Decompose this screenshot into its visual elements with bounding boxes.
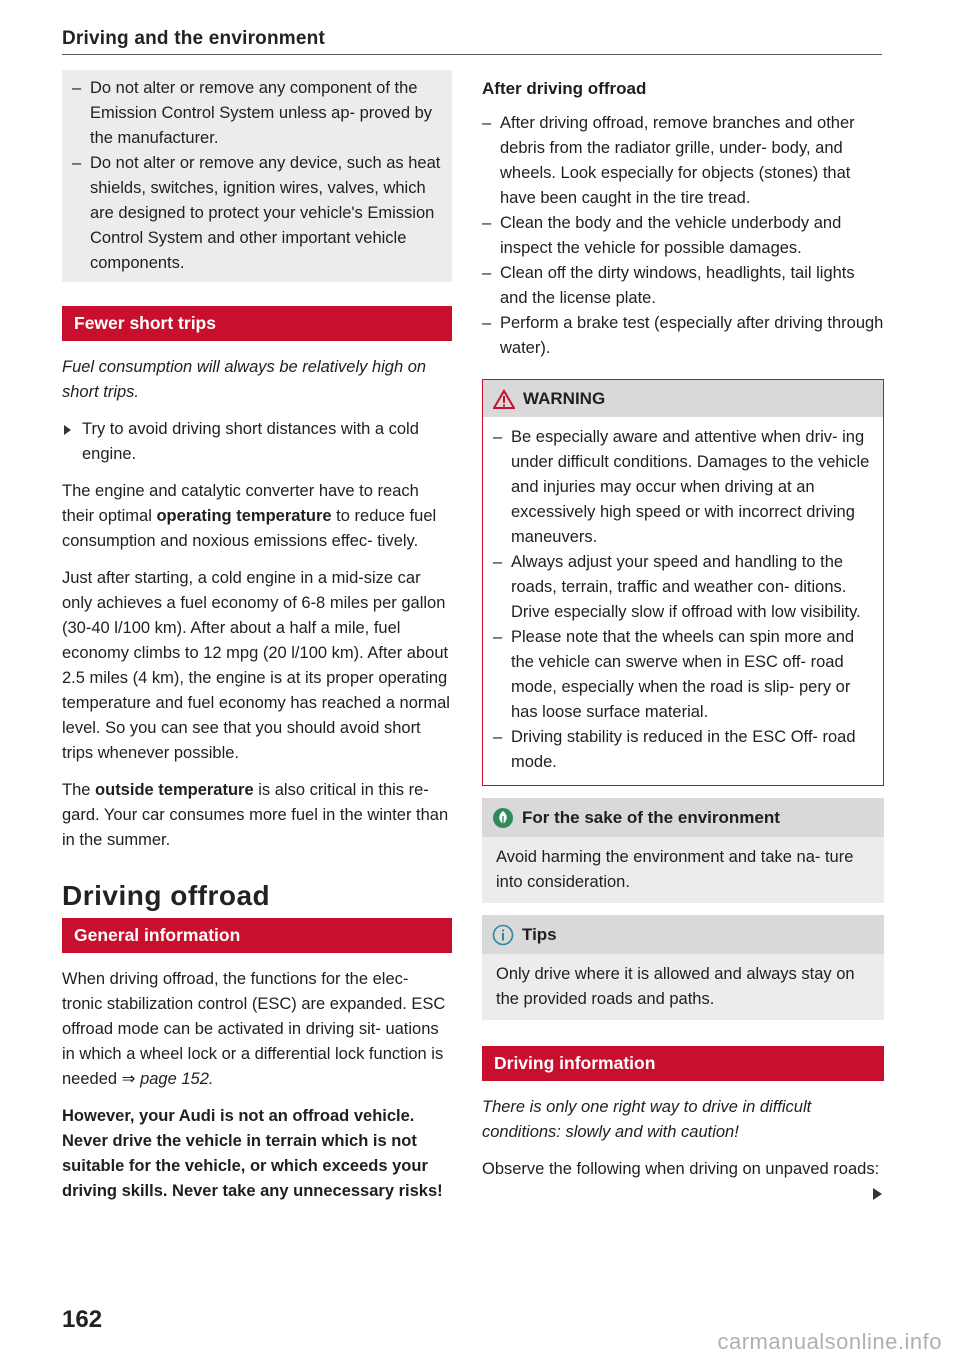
- header-rule: [62, 54, 882, 55]
- bold-warning-paragraph: However, your Audi is not an offroad vehicle. Never drive the vehicle in terrain which is not suitable for the vehicle, or which exceeds your driving skills. Never take any unnecessary risks!: [62, 1107, 443, 1200]
- info-icon: [492, 924, 514, 946]
- warning-header: [483, 380, 883, 417]
- action-text: Try to avoid driving short distances with a cold engine.: [82, 420, 419, 463]
- list-item: – Clean the body and the vehicle underbody and inspect the vehicle for possible damages.: [482, 211, 884, 261]
- paragraph-outside-temp: [62, 778, 452, 853]
- list-item: – Be especially aware and attentive when driv- ing under difficult conditions. Damages to the vehicle and injuries may occur when driving at an excessively high speed or with incorrect driving maneuvers.: [493, 425, 873, 550]
- section-heading-general-information: General information: [62, 918, 452, 953]
- bold-term: outside temperature: [95, 781, 254, 799]
- after-offroad-list: [482, 111, 884, 361]
- environment-note-title: For the sake of the environment: [522, 808, 780, 827]
- section-heading-fewer-short-trips: Fewer short trips: [62, 306, 452, 341]
- tips-box: [482, 915, 884, 1020]
- page-reference-link[interactable]: ⇒ page 152.: [121, 1070, 214, 1088]
- watermark-text: carmanualsonline.info: [717, 1329, 942, 1354]
- page-section-title: Driving and the environment: [62, 28, 325, 49]
- action-arrow-icon: [64, 425, 71, 435]
- environment-leaf-icon: [492, 807, 514, 829]
- list-item: – Do not alter or remove any component of the Emission Control System unless ap- proved by the manufacturer.: [72, 76, 442, 151]
- warning-body: [483, 417, 883, 785]
- list-item: – After driving offroad, remove branches and other debris from the radiator grille, under- body, and wheels. Look especially for objects (stones) that have been caught in the tire tread.: [482, 111, 884, 211]
- list-item: – Always adjust your speed and handling to the roads, terrain, traffic and weather con- ditions. Drive especially slow if offroad with low visibility.: [493, 550, 873, 625]
- tips-header: [482, 915, 884, 954]
- text: to reduce fuel consumption and noxious emissions effec- tively.: [62, 507, 437, 550]
- tips-text: Only drive where it is allowed and always stay on the provided roads and paths.: [496, 965, 855, 1008]
- text: When driving offroad, the functions for the elec- tronic stabilization control (ESC) are expanded. ESC offroad mode can be activated in driving sit- uations in which a wheel lock or a differential lock function is needed: [62, 970, 446, 1088]
- section-heading-driving-information: Driving information: [482, 1046, 884, 1081]
- environment-note-header: [482, 798, 884, 837]
- warning-triangle-icon: [493, 389, 515, 409]
- paragraph-esc: [62, 967, 452, 1092]
- list-item: – Clean off the dirty windows, headlights, tail lights and the license plate.: [482, 261, 884, 311]
- list-item: – Do not alter or remove any device, such as heat shields, switches, ignition wires, valves, which are designed to protect your vehicle's Emission Control System and other important vehicle components.: [72, 151, 442, 276]
- chapter-title-driving-offroad: Driving offroad: [62, 880, 271, 911]
- environment-note-text: Avoid harming the environment and take na- ture into consideration.: [496, 848, 854, 891]
- intro-text: Fuel consumption will always be relatively high on short trips.: [62, 358, 427, 401]
- emission-notice-box: [62, 70, 452, 282]
- text: The: [62, 781, 96, 799]
- paragraph-operating-temp: [62, 479, 452, 554]
- action-step: [62, 417, 452, 467]
- bold-term: operating temperature: [156, 507, 332, 525]
- warning-title: WARNING: [523, 389, 606, 408]
- list-item: – Driving stability is reduced in the ESC Off- road mode.: [493, 725, 873, 775]
- right-column: [482, 70, 884, 1194]
- paragraph-fuel-economy: Just after starting, a cold engine in a mid-size car only achieves a fuel economy of 6-8 miles per gallon (30-40 l/100 km). After about a half a mile, fuel economy climbs to 12 mpg (20 l/100 km). After about 2.5 miles (4 km), the engine is at its proper operating temperature and fuel economy has reached a normal level. So you can see that you should avoid short trips whenever possible.: [62, 569, 450, 762]
- subheading-after-driving-offroad: After driving offroad: [482, 79, 647, 98]
- warning-box: [482, 379, 884, 786]
- tips-title: Tips: [522, 925, 557, 944]
- list-item: – Please note that the wheels can spin more and the vehicle can swerve when in ESC off- road mode, especially when the road is slip- pery or has loose surface material.: [493, 625, 873, 725]
- left-column: [62, 70, 452, 1216]
- driving-info-intro: There is only one right way to drive in difficult conditions: slowly and with caution!: [482, 1098, 812, 1141]
- page-number: 162: [62, 1306, 103, 1333]
- list-item: – Perform a brake test (especially after driving through water).: [482, 311, 884, 361]
- environment-note-box: [482, 798, 884, 903]
- driving-info-text: Observe the following when driving on unpaved roads:: [482, 1160, 880, 1178]
- warning-list: [493, 425, 873, 775]
- continue-arrow-icon: [873, 1188, 882, 1200]
- emission-list: [72, 76, 442, 276]
- text: The engine and catalytic converter have to reach their optimal: [62, 482, 419, 525]
- text: is also critical in this re- gard. Your car consumes more fuel in the winter than in the summer.: [62, 781, 449, 849]
